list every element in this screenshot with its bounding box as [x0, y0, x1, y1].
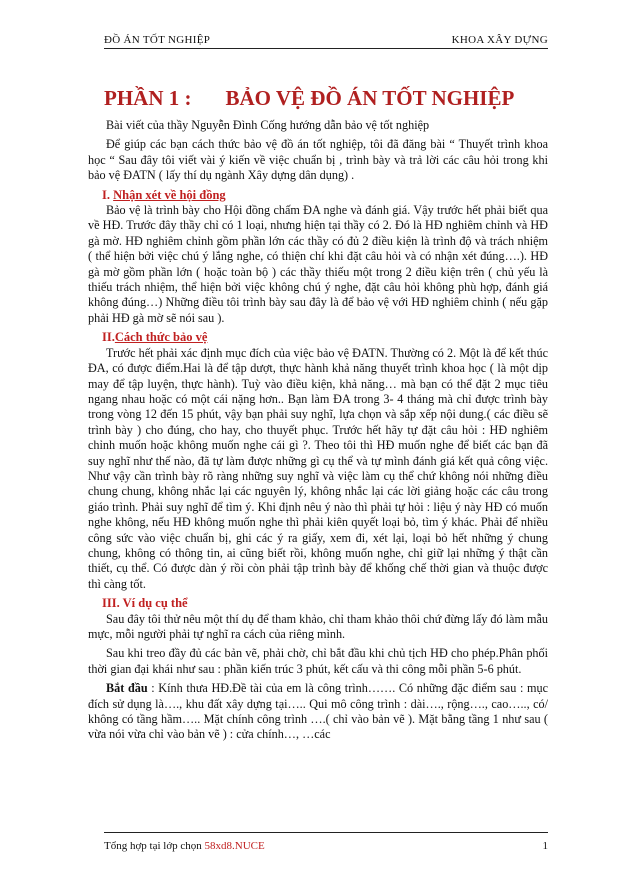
header-rule — [104, 48, 548, 49]
title-part: PHẦN 1 : — [104, 86, 192, 110]
header-right: KHOA XÂY DỰNG — [451, 34, 548, 46]
header-left: ĐỒ ÁN TỐT NGHIỆP — [104, 34, 211, 46]
start-text: : Kính thưa HĐ.Đề tài của em là công trình……. Có những đặc điểm sau : mục đích sử dụng là…., khu đất xây dựng tại….. Qui mô công trình : dài…., rộng…., cao….., có/ không có tầng hầm….. Mặt chính công trình ….( chỉ vào bản vẽ ). Mặt bằng tầng 1 như sau ( vừa nói vừa chỉ vào bản vẽ ) : cửa chính…, …các — [88, 681, 548, 742]
intro-line: Bài viết của thầy Nguyễn Đình Cống hướng dẫn bảo vệ tốt nghiệp — [106, 118, 430, 132]
footer-class-code: 58xd8.NUCE — [204, 840, 265, 852]
section-3-paragraph-3 — [88, 681, 548, 743]
page-header — [104, 34, 548, 46]
page-number: 1 — [542, 840, 548, 852]
section-3-paragraph-1: Sau đây tôi thử nêu một thí dụ để tham khảo, chỉ tham khảo thôi chứ đừng lấy đó làm mẫu mực, mỗi người phải tự nghĩ ra cách của riêng mình. — [88, 611, 548, 641]
document-body — [88, 118, 548, 747]
section-2-paragraph: Trước hết phải xác định mục đích của việc bảo vệ ĐATN. Thường có 2. Một là để kết thúc ĐA, có được điểm.Hai là để tập dượt, thực hành khả năng thuyết trình khoa học ( là một dịp may để tập luyện, thực hành). Tuỳ vào điều kiện, khả năng… mà bạn có thể đặt 2 mục tiêu ngang nhau hoặc có một cái nặng hơn.. Bạn làm ĐA trong 3- 4 tháng mà chỉ được trình bày trong vòng 12 đến 15 phút, vậy bạn phải suy nghĩ, lựa chọn và sắp xếp nội dung.( các điều sẽ trình bày ) cho đúng, cho hay, cho thuyết phục. Trước hết hãy tự đặt câu hỏi : HĐ nghiêm chỉnh muốn hoặc không muốn nghe cái gì ?. Theo tôi thì HĐ muốn nghe để biết các bạn đã suy nghĩ như thế nào, đã tự làm được những gì cụ thể và tự mình đánh giá kết quả công việc. Như vậy cần trình bày rõ ràng những suy nghĩ và việc làm cụ thể chứ không nói những điều chung chung, không nhắc lại các nguyên lý, không nhắc lại các lời giảng hoặc các câu trong giáo trình. Phải suy nghĩ để tìm ý. Khi định nêu ý nào thì phải tự hỏi : liệu ý này HĐ có muốn nghe không, nếu HĐ không muốn nghe thì phải kiên quyết loại bỏ, tìm ý khác. Phải để nhiều công sức vào việc chuẩn bị, ghi các ý ra giấy, xem đi, xét lại, loại bỏ hết những ý chung chung, không có thông tin, ai cũng biết rồi, không muốn nghe, chỉ giữ lại những ý thật cần thiết, cụ thể. Có được dàn ý rồi còn phải tập trình bày để khống chế thời gian và thuộc được thì càng tốt. — [88, 345, 548, 591]
intro-paragraph: Để giúp các bạn cách thức bảo vệ đồ án tốt nghiệp, tôi đã đăng bài “ Thuyết trình khoa học “ Sau đây tôi viết vài ý kiến về việc chuẩn bị , trình bày và trả lời các câu hỏi trong khi bảo vệ ĐATN ( lấy thí dụ ngành Xây dựng dân dụng) . — [88, 137, 548, 183]
footer-rule — [104, 832, 548, 833]
section-1-paragraph: Bảo vệ là trình bày cho Hội đồng chấm ĐA nghe và đánh giá. Vậy trước hết phải biết qua về HĐ. Trước đây thầy chỉ có 1 loại, nhưng hiện tại thầy có 2. Đó là HĐ nghiêm chỉnh và HĐ gà mờ. HĐ nghiêm chỉnh gồm phần lớn các thầy có đủ 2 điều kiện là trình độ và trách nhiệm ( thể hiện bởi việc chú ý lắng nghe, có thiện chí khi đặt câu hỏi và có nhận xét đúng….). HĐ gà mờ gồm phần lớn ( hoặc toàn bộ ) các thầy thiếu một trong 2 điều kiện trên ( chủ yếu là thiếu trách nhiệm, thể hiện bởi việc không chú ý nghe, đặt câu hỏi không phù hợp, đánh giá không đúng…) Những điều tôi trình bày sau đây là để bảo vệ với HĐ nghiêm chỉnh ( nếu gặp phải HĐ gà mờ sẽ nói sau ). — [88, 203, 548, 325]
start-lead: Bắt đầu — [106, 681, 148, 696]
section-3-paragraph-2: Sau khi treo đầy đủ các bản vẽ, phải chờ, chỉ bắt đầu khi chủ tịch HĐ cho phép.Phân phối thời gian đại khái như sau : phần kiến trúc 3 phút, kết cấu và thi công mỗi phần 5-6 phút. — [88, 646, 548, 676]
section-heading-2: II.Cách thức bảo vệ — [102, 330, 208, 345]
page-footer — [104, 840, 548, 852]
section-heading-1: I. Nhận xét về hội đồng — [102, 187, 226, 202]
section-heading-3: III. Ví dụ cụ thể — [102, 596, 188, 611]
title-text: BẢO VỆ ĐỒ ÁN TỐT NGHIỆP — [225, 86, 515, 110]
footer-left: Tổng hợp tại lớp chọn 58xd8.NUCE — [104, 840, 265, 852]
page-title — [104, 86, 514, 111]
